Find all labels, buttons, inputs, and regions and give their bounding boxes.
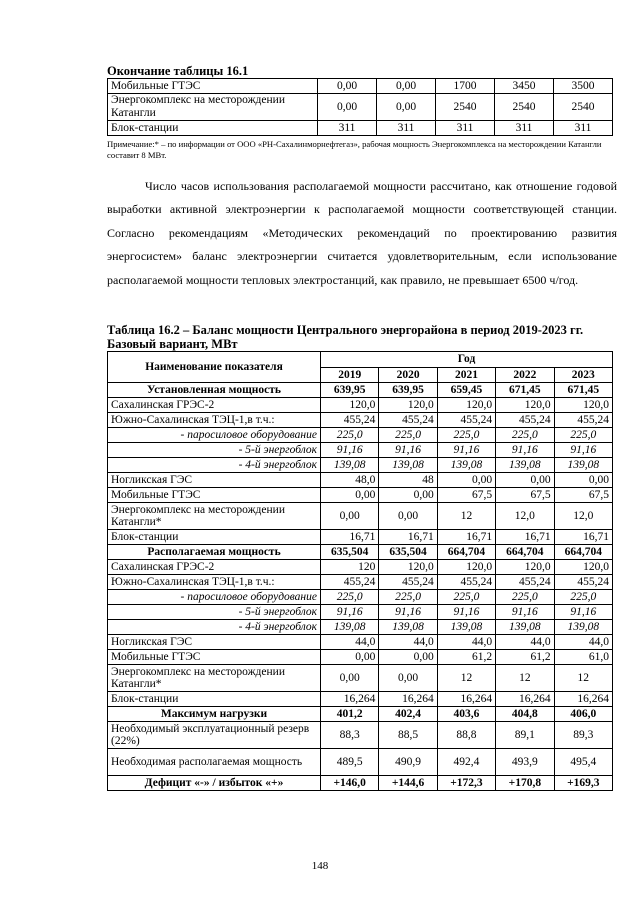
cell-value: 664,704 xyxy=(496,545,554,560)
cell-value: 12,0 xyxy=(496,503,554,530)
table-row xyxy=(108,635,613,650)
cell-value: 664,704 xyxy=(437,545,495,560)
cell-value: 455,24 xyxy=(321,575,379,590)
table-row xyxy=(108,398,613,413)
row-label: Южно-Сахалинская ТЭЦ-1,в т.ч.: xyxy=(108,413,321,428)
cell-value: 2540 xyxy=(554,94,613,121)
row-label: Южно-Сахалинская ТЭЦ-1,в т.ч.: xyxy=(108,575,321,590)
cell-value: 0,00 xyxy=(437,473,495,488)
cell-value: 455,24 xyxy=(496,413,554,428)
cell-value: 61,2 xyxy=(437,650,495,665)
row-label: Мобильные ГТЭС xyxy=(108,488,321,503)
cell-value: 1700 xyxy=(436,79,495,94)
row-label: Блок-станции xyxy=(108,692,321,707)
row-label: Дефицит «-» / избыток «+» xyxy=(108,776,321,791)
table-row xyxy=(108,473,613,488)
cell-value: 311 xyxy=(436,121,495,136)
cell-value: 120,0 xyxy=(321,398,379,413)
cell-value: 120,0 xyxy=(554,398,612,413)
table-row xyxy=(108,488,613,503)
table-row xyxy=(108,413,613,428)
cell-value: 406,0 xyxy=(554,707,612,722)
table-row xyxy=(108,79,613,94)
cell-value: 455,24 xyxy=(554,413,612,428)
cell-value: 120,0 xyxy=(437,560,495,575)
cell-value: 91,16 xyxy=(379,605,437,620)
page-number: 148 xyxy=(311,860,329,872)
cell-value: 493,9 xyxy=(496,749,554,776)
cell-value: 120,0 xyxy=(379,398,437,413)
cell-value: 91,16 xyxy=(321,443,379,458)
paragraph-text: Число часов использования располагаемой мощности рассчитано, как отношение годовой выработки активной электроэнергии к располагаемой мощности соответствующей станции. Согласно рекомендациям «Методических рекомендаций по проектированию развития энергосистем» баланс электроэнергии считается удовлетворительным, если использование располагаемой мощности тепловых электростанций, как правило, не превышает 6500 ч/год. xyxy=(107,179,617,287)
cell-value: +172,3 xyxy=(437,776,495,791)
cell-value: 91,16 xyxy=(437,605,495,620)
row-label: - паросиловое оборудование xyxy=(108,590,321,605)
cell-value: 88,3 xyxy=(321,722,379,749)
cell-value: 225,0 xyxy=(437,428,495,443)
row-label: Энергокомплекс на месторождении Катангли* xyxy=(108,503,321,530)
cell-value: 139,08 xyxy=(496,458,554,473)
cell-value: 225,0 xyxy=(379,590,437,605)
table2-header-group: Год xyxy=(321,352,613,368)
table-row xyxy=(108,530,613,545)
row-label: Необходимая располагаемая мощность xyxy=(108,749,321,776)
cell-value: 639,95 xyxy=(321,383,379,398)
table-row xyxy=(108,707,613,722)
cell-value: 120,0 xyxy=(437,398,495,413)
cell-value: +169,3 xyxy=(554,776,612,791)
cell-value: 44,0 xyxy=(437,635,495,650)
cell-value: 16,264 xyxy=(379,692,437,707)
table-row xyxy=(108,776,613,791)
table-row xyxy=(108,575,613,590)
cell-value: 12 xyxy=(554,665,612,692)
cell-value: 44,0 xyxy=(496,635,554,650)
cell-value: +170,8 xyxy=(496,776,554,791)
cell-value: 0,00 xyxy=(496,473,554,488)
cell-value: 16,71 xyxy=(554,530,612,545)
cell-value: 139,08 xyxy=(437,620,495,635)
cell-value: 492,4 xyxy=(437,749,495,776)
cell-value: 0,00 xyxy=(554,473,612,488)
cell-value: 44,0 xyxy=(554,635,612,650)
cell-value: 455,24 xyxy=(554,575,612,590)
cell-value: 139,08 xyxy=(379,620,437,635)
table-row xyxy=(108,590,613,605)
row-label: Блок-станции xyxy=(108,530,321,545)
cell-value: 88,8 xyxy=(437,722,495,749)
cell-value: 91,16 xyxy=(496,605,554,620)
cell-value: 120,0 xyxy=(379,560,437,575)
body-paragraph xyxy=(107,175,617,292)
cell-value: 225,0 xyxy=(496,428,554,443)
cell-value: 139,08 xyxy=(379,458,437,473)
cell-value: 311 xyxy=(377,121,436,136)
cell-value: 225,0 xyxy=(437,590,495,605)
cell-value: 139,08 xyxy=(321,620,379,635)
cell-value: 0,00 xyxy=(321,650,379,665)
cell-value: 225,0 xyxy=(379,428,437,443)
table2-title: Таблица 16.2 – Баланс мощности Центрального энергорайона в период 2019-2023 гг. Базовый вариант, МВт xyxy=(107,323,584,351)
row-label: Энергокомплекс на месторождении Катангли* xyxy=(108,665,321,692)
cell-value: 404,8 xyxy=(496,707,554,722)
table2-header-year: 2021 xyxy=(437,367,495,383)
cell-value: 67,5 xyxy=(554,488,612,503)
cell-value: 455,24 xyxy=(437,575,495,590)
row-label: - 4-й энергоблок xyxy=(108,620,321,635)
cell-value: 403,6 xyxy=(437,707,495,722)
cell-value: 16,71 xyxy=(496,530,554,545)
row-label: - 4-й энергоблок xyxy=(108,458,321,473)
cell-value: 225,0 xyxy=(496,590,554,605)
cell-value: 16,71 xyxy=(321,530,379,545)
table-row xyxy=(108,428,613,443)
cell-value: 225,0 xyxy=(554,428,612,443)
cell-value: +146,0 xyxy=(321,776,379,791)
cell-value: 455,24 xyxy=(496,575,554,590)
cell-value: 89,3 xyxy=(554,722,612,749)
cell-value: 0,00 xyxy=(377,94,436,121)
cell-value: 16,71 xyxy=(379,530,437,545)
row-label: Энергокомплекс на месторождении Катангли xyxy=(108,94,318,121)
cell-value: 0,00 xyxy=(377,79,436,94)
table-row xyxy=(108,665,613,692)
cell-value: 12 xyxy=(496,665,554,692)
cell-value: 455,24 xyxy=(321,413,379,428)
table2-header-year: 2020 xyxy=(379,367,437,383)
cell-value: 311 xyxy=(318,121,377,136)
cell-value: 402,4 xyxy=(379,707,437,722)
cell-value: 139,08 xyxy=(437,458,495,473)
table2-header-name: Наименование показателя xyxy=(108,352,321,383)
cell-value: 225,0 xyxy=(554,590,612,605)
cell-value: 91,16 xyxy=(321,605,379,620)
table2-header-year: 2022 xyxy=(496,367,554,383)
row-label: - 5-й энергоблок xyxy=(108,605,321,620)
table-row xyxy=(108,692,613,707)
table-row xyxy=(108,121,613,136)
cell-value: 664,704 xyxy=(554,545,612,560)
table2-header-year: 2023 xyxy=(554,367,612,383)
table-row xyxy=(108,383,613,398)
table-row xyxy=(108,458,613,473)
row-label: - 5-й энергоблок xyxy=(108,443,321,458)
row-label: - паросиловое оборудование xyxy=(108,428,321,443)
cell-value: 16,264 xyxy=(437,692,495,707)
cell-value: 12,0 xyxy=(554,503,612,530)
cell-value: 91,16 xyxy=(379,443,437,458)
cell-value: 0,00 xyxy=(321,488,379,503)
cell-value: 2540 xyxy=(495,94,554,121)
cell-value: 3500 xyxy=(554,79,613,94)
cell-value: 2540 xyxy=(436,94,495,121)
cell-value: 139,08 xyxy=(554,458,612,473)
row-label: Установленная мощность xyxy=(108,383,321,398)
cell-value: 0,00 xyxy=(321,503,379,530)
cell-value: 0,00 xyxy=(318,79,377,94)
cell-value: 635,504 xyxy=(321,545,379,560)
cell-value: 91,16 xyxy=(496,443,554,458)
cell-value: 16,264 xyxy=(554,692,612,707)
row-label: Необходимый эксплуатационный резерв (22%) xyxy=(108,722,321,749)
cell-value: +144,6 xyxy=(379,776,437,791)
table-row xyxy=(108,443,613,458)
row-label: Ногликская ГЭС xyxy=(108,635,321,650)
cell-value: 91,16 xyxy=(554,443,612,458)
cell-value: 639,95 xyxy=(379,383,437,398)
cell-value: 311 xyxy=(554,121,613,136)
cell-value: 671,45 xyxy=(554,383,612,398)
cell-value: 12 xyxy=(437,503,495,530)
cell-value: 0,00 xyxy=(379,503,437,530)
cell-value: 16,264 xyxy=(496,692,554,707)
table-row xyxy=(108,722,613,749)
cell-value: 0,00 xyxy=(379,650,437,665)
cell-value: 0,00 xyxy=(379,488,437,503)
cell-value: 61,0 xyxy=(554,650,612,665)
cell-value: 120 xyxy=(321,560,379,575)
cell-value: 12 xyxy=(437,665,495,692)
row-label: Максимум нагрузки xyxy=(108,707,321,722)
table-row xyxy=(108,620,613,635)
cell-value: 91,16 xyxy=(437,443,495,458)
row-label: Сахалинская ГРЭС-2 xyxy=(108,560,321,575)
row-label: Сахалинская ГРЭС-2 xyxy=(108,398,321,413)
cell-value: 225,0 xyxy=(321,590,379,605)
cell-value: 120,0 xyxy=(496,560,554,575)
table-row xyxy=(108,650,613,665)
cell-value: 67,5 xyxy=(496,488,554,503)
table-row xyxy=(108,560,613,575)
table1-note: Примечание:* – по информации от ООО «РН-Сахалинморнефтегаз», рабочая мощность Энергокомплекса на месторождении Катангли составит 8 МВт. xyxy=(107,139,602,160)
row-label: Мобильные ГТЭС xyxy=(108,79,318,94)
cell-value: 44,0 xyxy=(321,635,379,650)
cell-value: 61,2 xyxy=(496,650,554,665)
table2 xyxy=(107,351,613,791)
cell-value: 671,45 xyxy=(496,383,554,398)
table-row xyxy=(108,545,613,560)
table-row xyxy=(108,94,613,121)
cell-value: 139,08 xyxy=(321,458,379,473)
cell-value: 16,264 xyxy=(321,692,379,707)
cell-value: 48 xyxy=(379,473,437,488)
cell-value: 401,2 xyxy=(321,707,379,722)
cell-value: 16,71 xyxy=(437,530,495,545)
row-label: Ногликская ГЭС xyxy=(108,473,321,488)
cell-value: 88,5 xyxy=(379,722,437,749)
table1-title: Окончание таблицы 16.1 xyxy=(107,64,249,78)
cell-value: 48,0 xyxy=(321,473,379,488)
cell-value: 489,5 xyxy=(321,749,379,776)
cell-value: 120,0 xyxy=(496,398,554,413)
cell-value: 311 xyxy=(495,121,554,136)
cell-value: 225,0 xyxy=(321,428,379,443)
cell-value: 3450 xyxy=(495,79,554,94)
cell-value: 659,45 xyxy=(437,383,495,398)
cell-value: 139,08 xyxy=(496,620,554,635)
row-label: Располагаемая мощность xyxy=(108,545,321,560)
table1 xyxy=(107,78,613,136)
cell-value: 139,08 xyxy=(554,620,612,635)
cell-value: 91,16 xyxy=(554,605,612,620)
row-label: Мобильные ГТЭС xyxy=(108,650,321,665)
cell-value: 0,00 xyxy=(318,94,377,121)
cell-value: 120,0 xyxy=(554,560,612,575)
cell-value: 455,24 xyxy=(437,413,495,428)
table2-header-year: 2019 xyxy=(321,367,379,383)
table-row xyxy=(108,749,613,776)
table-row xyxy=(108,605,613,620)
cell-value: 89,1 xyxy=(496,722,554,749)
cell-value: 455,24 xyxy=(379,575,437,590)
cell-value: 44,0 xyxy=(379,635,437,650)
cell-value: 455,24 xyxy=(379,413,437,428)
table-row xyxy=(108,503,613,530)
cell-value: 490,9 xyxy=(379,749,437,776)
row-label: Блок-станции xyxy=(108,121,318,136)
cell-value: 0,00 xyxy=(379,665,437,692)
cell-value: 635,504 xyxy=(379,545,437,560)
cell-value: 0,00 xyxy=(321,665,379,692)
cell-value: 495,4 xyxy=(554,749,612,776)
cell-value: 67,5 xyxy=(437,488,495,503)
